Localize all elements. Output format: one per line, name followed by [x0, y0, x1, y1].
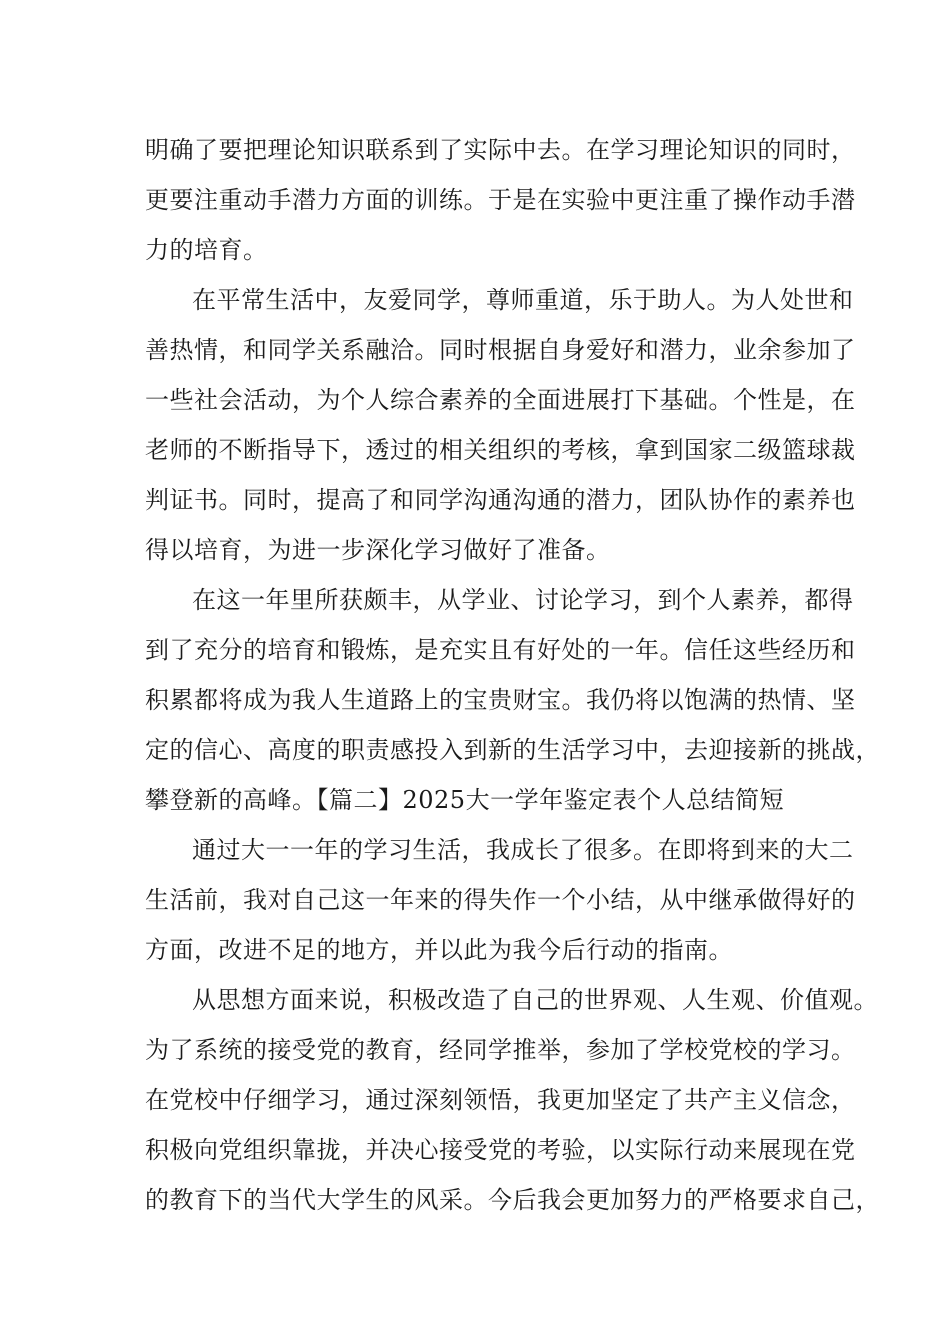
text-line: 判证书。同时，提高了和同学沟通沟通的潜力，团队协作的素养也 [145, 486, 856, 514]
paragraph-first-line: 在平常生活中，友爱同学，尊师重道，乐于助人。为人处世和 [192, 286, 854, 314]
text-line: 积累都将成为我人生道路上的宝贵财宝。我仍将以饱满的热情、坚 [145, 686, 856, 714]
paragraph-first-line: 通过大一一年的学习生活，我成长了很多。在即将到来的大二 [192, 836, 854, 864]
text-line: 积极向党组织靠拢，并决心接受党的考验，以实际行动来展现在党 [145, 1136, 856, 1164]
text-line: 的教育下的当代大学生的风采。今后我会更加努力的严格要求自己， [145, 1186, 880, 1214]
text-line: 善热情，和同学关系融洽。同时根据自身爱好和潜力，业余参加了 [145, 336, 856, 364]
text-line: 老师的不断指导下，透过的相关组织的考核，拿到国家二级篮球裁 [145, 436, 856, 464]
paragraph-first-line: 从思想方面来说，积极改造了自己的世界观、人生观、价值观。 [192, 986, 878, 1014]
text-line: 方面，改进不足的地方，并以此为我今后行动的指南。 [145, 936, 733, 964]
text-line: 明确了要把理论知识联系到了实际中去。在学习理论知识的同时， [145, 136, 856, 164]
text-line: 在党校中仔细学习，通过深刻领悟，我更加坚定了共产主义信念， [145, 1086, 856, 1114]
text-line: 一些社会活动，为个人综合素养的全面进展打下基础。个性是，在 [145, 386, 856, 414]
text-line: 力的培育。 [145, 236, 268, 264]
text-line: 得以培育，为进一步深化学习做好了准备。 [145, 536, 611, 564]
text-line: 更要注重动手潜力方面的训练。于是在实验中更注重了操作动手潜 [145, 186, 856, 214]
text-line: 定的信心、高度的职责感投入到新的生活学习中，去迎接新的挑战， [145, 736, 880, 764]
text-line: 到了充分的培育和锻炼，是充实且有好处的一年。信任这些经历和 [145, 636, 856, 664]
paragraph-first-line: 在这一年里所获颇丰，从学业、讨论学习，到个人素养，都得 [192, 586, 854, 614]
text-line: 为了系统的接受党的教育，经同学推举，参加了学校党校的学习。 [145, 1036, 856, 1064]
text-line-with-section-heading: 攀登新的高峰。【篇二】2025大一学年鉴定表个人总结简短 [145, 786, 785, 814]
text-line: 生活前，我对自己这一年来的得失作一个小结，从中继承做得好的 [145, 886, 856, 914]
